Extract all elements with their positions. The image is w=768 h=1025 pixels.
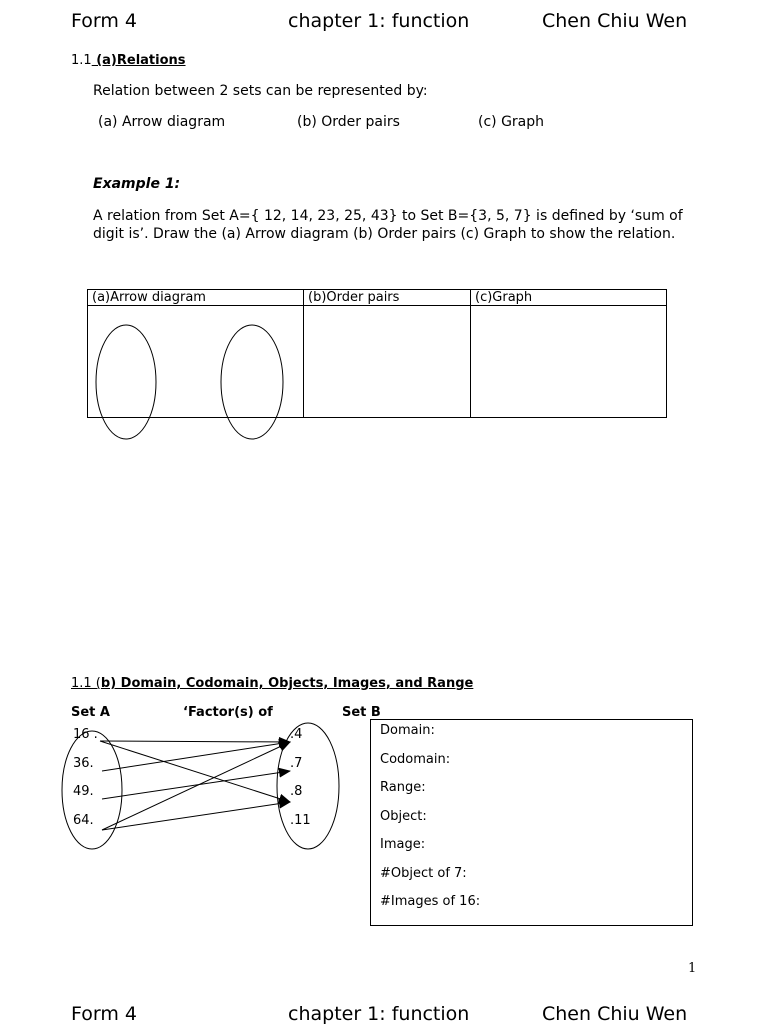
next-header-author: Chen Chiu Wen: [542, 1003, 688, 1025]
set-b-element: .7: [290, 756, 303, 771]
section-a-number: 1.1: [71, 53, 92, 68]
method-graph: (c) Graph: [478, 114, 545, 130]
section-b-number: 1.1 (: [71, 676, 101, 691]
example-text-line1: A relation from Set A={ 12, 14, 23, 25, 43} to Set B={3, 5, 7} is defined by ‘sum of: [93, 208, 683, 224]
section-a-intro: Relation between 2 sets can be represented by:: [93, 83, 428, 99]
example-text-line2: digit is’. Draw the (a) Arrow diagram (b) Order pairs (c) Graph to show the relation.: [93, 226, 676, 242]
arrow-64-to-4: [102, 742, 290, 830]
next-header-form: Form 4: [71, 1003, 137, 1025]
set-a-element: 36.: [73, 756, 94, 771]
codomain-prompt: Codomain:: [380, 752, 451, 767]
page-number: 1: [688, 961, 697, 976]
set-a-element: 64.: [73, 813, 94, 828]
section-a-title: (a)Relations: [91, 53, 186, 68]
method-arrow-diagram: (a) Arrow diagram: [98, 114, 226, 130]
image-prompt: Image:: [380, 837, 426, 852]
set-b-element: .4: [290, 727, 303, 742]
set-b-element: .8: [290, 784, 303, 799]
header-author: Chen Chiu Wen: [542, 10, 688, 32]
set-b-element: .11: [290, 813, 311, 828]
table-header-graph: (c)Graph: [471, 290, 667, 306]
next-header-chapter: chapter 1: function: [288, 1003, 470, 1025]
example-label: Example 1:: [93, 176, 181, 192]
arrow-16-to-4: [100, 741, 290, 742]
arrow-16-to-8: [100, 741, 290, 802]
set-a-label: Set A: [71, 705, 110, 720]
object-of-7-prompt: #Object of 7:: [380, 866, 467, 881]
range-prompt: Range:: [380, 780, 426, 795]
header-form: Form 4: [71, 10, 137, 32]
arrow-64-to-8: [102, 802, 290, 830]
table-header-arrow: (a)Arrow diagram: [88, 290, 304, 306]
set-a-element: 49.: [73, 784, 94, 799]
definitions-box: [370, 719, 693, 926]
header-chapter: chapter 1: function: [288, 10, 470, 32]
table-header-pairs: (b)Order pairs: [304, 290, 471, 306]
section-b-title: b) Domain, Codomain, Objects, Images, and Range: [100, 676, 474, 691]
method-order-pairs: (b) Order pairs: [297, 114, 400, 130]
set-b-label: Set B: [342, 705, 381, 720]
arrow-49-to-7: [102, 771, 290, 799]
arrow-36-to-4: [102, 742, 290, 771]
images-of-16-prompt: #Images of 16:: [380, 894, 481, 909]
domain-prompt: Domain:: [380, 723, 435, 738]
set-a-element: 16 .: [73, 727, 98, 742]
relation-label: ‘Factor(s) of: [183, 705, 273, 720]
object-prompt: Object:: [380, 809, 427, 824]
